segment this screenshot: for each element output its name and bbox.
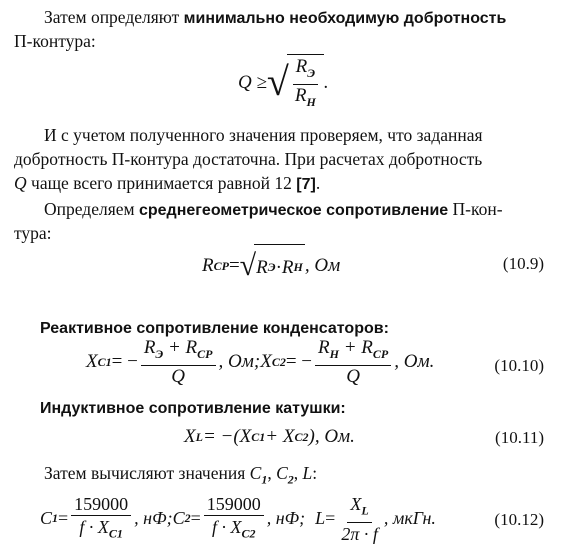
bold-term: среднегеометрическое сопротивление <box>138 202 449 219</box>
text: Затем определяют <box>44 7 184 27</box>
paragraph-compute: Затем вычисляют значения $C_1$, $C_2$, L: <box>44 463 318 487</box>
bold-term: минимально необходимую добротность <box>183 10 507 27</box>
fraction: $\frac{R_Н + R_{CP}}{Q}$ <box>315 338 391 387</box>
formula-xl: X L = −(X C1 + X C2 ), Ом. <box>184 426 355 447</box>
paragraph-rcp-line2: тура: <box>14 223 52 243</box>
paragraph-check-line3: Q чаще всего принимается равной 12 [7]. <box>14 173 321 193</box>
formula-q: Q ≥ √ $\frac{R_Э}{R_Н}$ . <box>238 54 329 112</box>
formula-xc: X C1 = − $\frac{R_Э + R_{CP}}{Q}$ , Ом; X C2 = − $\frac{R_Н + R_{CP}}{Q}$ , Ом. <box>86 337 435 387</box>
sqrt: √ R Э · R Н <box>240 244 305 288</box>
fraction: $\frac{R_Э}{R_Н}$ <box>292 57 319 112</box>
heading-capacitors: Реактивное сопротивление конденсаторов: <box>40 320 389 337</box>
fraction: $\frac{159000}{f \cdot X_{C1}}$ <box>71 494 131 544</box>
heading-inductor: Индуктивное сопротивление катушки: <box>40 400 346 417</box>
fraction: $\frac{159000}{f \cdot X_{C2}}$ <box>204 494 264 544</box>
formula-c-l: C 1 = $\frac{159000}{f \cdot X_{C1}}$ , нФ; C 2 = $\frac{159000}{f \cdot X_{C2}}$ , нФ; L = $\frac{X_L}{2\pi \cdot f}$ , мкГн. <box>40 494 436 544</box>
equation-number: (10.10) <box>494 356 544 375</box>
paragraph-intro-line2 <box>14 30 548 52</box>
reference: [7] <box>296 176 316 193</box>
text: П-контура: <box>14 31 96 51</box>
lhs: Q ≥ <box>238 71 267 93</box>
equation-number: (10.11) <box>495 428 544 447</box>
equation-number: (10.9) <box>502 254 544 273</box>
fraction: $\frac{X_L}{2\pi \cdot f}$ <box>341 494 378 544</box>
paragraph-check-line2: добротность П-контура достаточна. При расчетах добротность <box>14 149 483 169</box>
sqrt <box>267 54 324 112</box>
sqrt-sign: √ <box>239 249 257 282</box>
fraction: $\frac{R_Э + R_{CP}}{Q}$ <box>141 338 216 387</box>
paragraph-intro-line1 <box>44 6 548 30</box>
formula-rcp: R СР = √ R Э · R Н , Ом <box>202 244 340 288</box>
paragraph-check-line1: И с учетом полученного значения проверяем, что заданная <box>44 125 483 145</box>
equation-number: (10.12) <box>494 510 544 529</box>
sqrt-sign: √ <box>266 59 289 104</box>
paragraph-rcp-line1: Определяем среднегеометрическое сопротивление П-кон- <box>44 199 503 219</box>
